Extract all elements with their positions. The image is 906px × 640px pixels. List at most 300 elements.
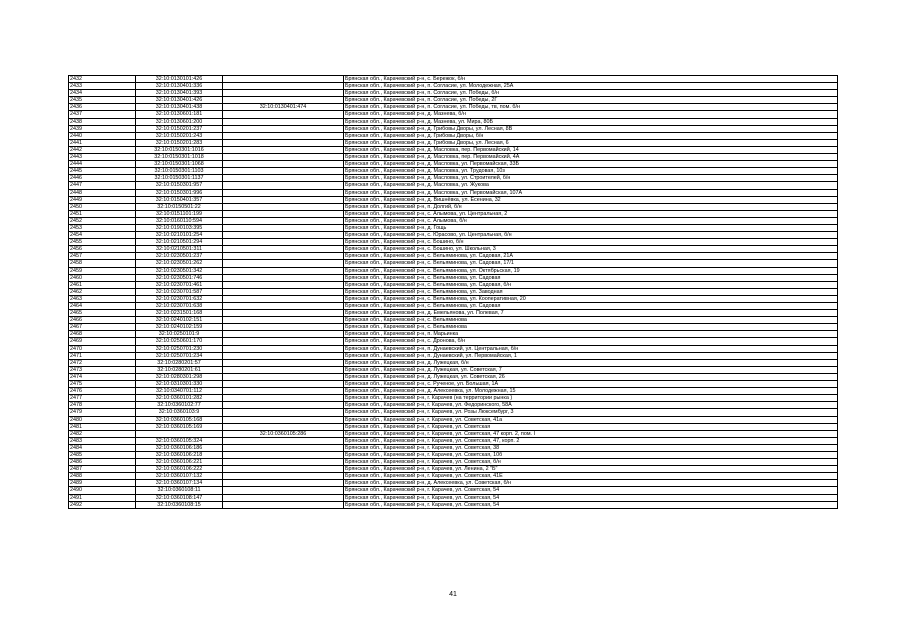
address-cell: Брянская обл., Карачевский р-н, г. Карачев, ул. Советская, 54 — [344, 487, 838, 494]
table-row — [69, 501, 838, 508]
row-number-cell: 2487 — [69, 466, 136, 473]
secondary-cadastral-cell — [223, 466, 344, 473]
address-cell: Брянская обл., Карачевский р-н, д. Грибовы Дворы, б/н — [344, 132, 838, 139]
cadastral-number-cell: 32:10:0360107:132 — [136, 473, 223, 480]
secondary-cadastral-cell — [223, 210, 344, 217]
cadastral-number-cell: 32:10:0210101:254 — [136, 232, 223, 239]
table-row — [69, 239, 838, 246]
address-cell: Брянская обл., Карачевский р-н, д. Лужецкая, б/н — [344, 359, 838, 366]
table-row — [69, 359, 838, 366]
table-row — [69, 274, 838, 281]
table-row — [69, 196, 838, 203]
table-row — [69, 324, 838, 331]
secondary-cadastral-cell — [223, 444, 344, 451]
row-number-cell: 2451 — [69, 210, 136, 217]
address-cell: Брянская обл., Карачевский р-н, п. Согласие, ул. Победы, б/н — [344, 90, 838, 97]
secondary-cadastral-cell — [223, 253, 344, 260]
secondary-cadastral-cell — [223, 303, 344, 310]
address-cell: Брянская обл., Карачевский р-н, с. Вельяминова, ул. Садовая, б/н — [344, 281, 838, 288]
table-row — [69, 217, 838, 224]
secondary-cadastral-cell — [223, 139, 344, 146]
cadastral-number-cell: 32:10:0230501:746 — [136, 274, 223, 281]
row-number-cell: 2490 — [69, 487, 136, 494]
secondary-cadastral-cell — [223, 260, 344, 267]
cadastral-number-cell: 32:10:0130401:336 — [136, 83, 223, 90]
table-row — [69, 388, 838, 395]
address-cell: Брянская обл., Карачевский р-н, с. Вельяминова, ул. Садовая, 17/1 — [344, 260, 838, 267]
table-row — [69, 444, 838, 451]
table-row — [69, 203, 838, 210]
address-cell: Брянская обл., Карачевский р-н, с. Вельяминова — [344, 317, 838, 324]
cadastral-number-cell: 32:10:0230701:461 — [136, 281, 223, 288]
address-cell: Брянская обл., Карачевский р-н, п. Дунаевский, ул. Первомайская, 1 — [344, 352, 838, 359]
row-number-cell: 2467 — [69, 324, 136, 331]
table-row — [69, 232, 838, 239]
secondary-cadastral-cell — [223, 146, 344, 153]
cadastral-number-cell: 32:10:0150301:1068 — [136, 161, 223, 168]
secondary-cadastral-cell — [223, 473, 344, 480]
address-cell: Брянская обл., Карачевский р-н, г. Карачев, ул. Советская, 41а — [344, 416, 838, 423]
row-number-cell: 2478 — [69, 402, 136, 409]
cadastral-number-cell: 32:10:0230501:342 — [136, 267, 223, 274]
secondary-cadastral-cell — [223, 381, 344, 388]
cadastral-number-cell: 32:10:0360108:15 — [136, 501, 223, 508]
table-row — [69, 267, 838, 274]
table-row — [69, 97, 838, 104]
secondary-cadastral-cell — [223, 175, 344, 182]
cadastral-number-cell: 32:10:0190103:395 — [136, 224, 223, 231]
address-cell: Брянская обл., Карачевский р-н, д. Мазнева, ул. Мира, 80Б — [344, 118, 838, 125]
row-number-cell: 2469 — [69, 338, 136, 345]
table-row — [69, 395, 838, 402]
row-number-cell: 2452 — [69, 217, 136, 224]
table-row — [69, 253, 838, 260]
address-cell: Брянская обл., Карачевский р-н, с. Вельяминова, ул. Садовая — [344, 274, 838, 281]
secondary-cadastral-cell — [223, 154, 344, 161]
address-cell: Брянская обл., Карачевский р-н, д. Гощь — [344, 224, 838, 231]
address-cell: Брянская обл., Карачевский р-н, д. Масловка, ул. Трудовая, 10з — [344, 168, 838, 175]
address-cell: Брянская обл., Карачевский р-н, г. Карачев, ул. Советская, 38 — [344, 444, 838, 451]
cadastral-number-cell: 32:10:0240102:151 — [136, 317, 223, 324]
cadastral-number-cell: 32:10:0150201:243 — [136, 132, 223, 139]
table-row — [69, 459, 838, 466]
address-cell: Брянская обл., Карачевский р-н, г. Карачев, ул. Советская, 10б — [344, 451, 838, 458]
secondary-cadastral-cell — [223, 459, 344, 466]
row-number-cell: 2443 — [69, 154, 136, 161]
address-cell: Брянская обл., Карачевский р-н, г. Карачев, ул. Советская, 54 — [344, 501, 838, 508]
row-number-cell: 2464 — [69, 303, 136, 310]
address-cell: Брянская обл., Карачевский р-н, г. Карачев (на территории рынка ) — [344, 395, 838, 402]
address-cell: Брянская обл., Карачевский р-н, д. Алексеевка, ул. Советская, б/н — [344, 480, 838, 487]
row-number-cell: 2440 — [69, 132, 136, 139]
row-number-cell: 2456 — [69, 246, 136, 253]
row-number-cell: 2445 — [69, 168, 136, 175]
table-row — [69, 83, 838, 90]
secondary-cadastral-cell — [223, 423, 344, 430]
secondary-cadastral-cell — [223, 317, 344, 324]
row-number-cell: 2439 — [69, 125, 136, 132]
cadastral-number-cell: 32:10:0130401:393 — [136, 90, 223, 97]
secondary-cadastral-cell — [223, 224, 344, 231]
row-number-cell: 2483 — [69, 437, 136, 444]
table-row — [69, 331, 838, 338]
row-number-cell: 2476 — [69, 388, 136, 395]
secondary-cadastral-cell — [223, 90, 344, 97]
cadastral-number-cell: 32:10:0230501:262 — [136, 260, 223, 267]
address-cell: Брянская обл., Карачевский р-н, д. Вишнёвка, ул. Есенина, 32 — [344, 196, 838, 203]
address-cell: Брянская обл., Карачевский р-н, г. Карачев, ул. Советская, 47, корп. 2 — [344, 437, 838, 444]
cadastral-number-cell: 32:10:0130401:438 — [136, 104, 223, 111]
secondary-cadastral-cell: 32:10:0130401:474 — [223, 104, 344, 111]
secondary-cadastral-cell — [223, 487, 344, 494]
address-cell: Брянская обл., Карачевский р-н, д. Лужецкая, ул. Советская, 26 — [344, 373, 838, 380]
row-number-cell: 2433 — [69, 83, 136, 90]
cadastral-number-cell: 32:10:0151101:199 — [136, 210, 223, 217]
address-cell: Брянская обл., Карачевский р-н, д. Мазнева, б/н — [344, 111, 838, 118]
address-cell: Брянская обл., Карачевский р-н, п. Долгий, б/н — [344, 203, 838, 210]
cadastral-number-cell: 32:10:0150301:1103 — [136, 168, 223, 175]
row-number-cell: 2473 — [69, 366, 136, 373]
secondary-cadastral-cell — [223, 388, 344, 395]
table-row — [69, 281, 838, 288]
secondary-cadastral-cell — [223, 324, 344, 331]
registry-table-body — [69, 76, 838, 509]
secondary-cadastral-cell — [223, 437, 344, 444]
cadastral-number-cell: 32:10:0360106:222 — [136, 466, 223, 473]
table-row — [69, 310, 838, 317]
address-cell: Брянская обл., Карачевский р-н, д. Алексеевка, ул. Молодежная, 15 — [344, 388, 838, 395]
address-cell: Брянская обл., Карачевский р-н, п. Согласие, ул. Победы, тв, пом. б/н — [344, 104, 838, 111]
table-row — [69, 111, 838, 118]
row-number-cell: 2474 — [69, 373, 136, 380]
secondary-cadastral-cell — [223, 366, 344, 373]
cadastral-number-cell: 32:10:0150301:957 — [136, 182, 223, 189]
cadastral-number-cell: 32:10:0130401:426 — [136, 97, 223, 104]
address-cell: Брянская обл., Карачевский р-н, с. Вельяминова, ул. Октябрьская, 19 — [344, 267, 838, 274]
secondary-cadastral-cell — [223, 359, 344, 366]
cadastral-number-cell: 32:10:0340701:112 — [136, 388, 223, 395]
row-number-cell: 2454 — [69, 232, 136, 239]
secondary-cadastral-cell — [223, 395, 344, 402]
table-row — [69, 146, 838, 153]
cadastral-number-cell: 32:10:0230501:237 — [136, 253, 223, 260]
table-row — [69, 246, 838, 253]
row-number-cell: 2481 — [69, 423, 136, 430]
secondary-cadastral-cell — [223, 168, 344, 175]
table-row — [69, 132, 838, 139]
cadastral-number-cell: 32:10:0150301:1016 — [136, 146, 223, 153]
address-cell: Брянская обл., Карачевский р-н, д. Масловка, пер. Первомайский, 14 — [344, 146, 838, 153]
address-cell: Брянская обл., Карачевский р-н, г. Карачев, ул. Советская — [344, 423, 838, 430]
address-cell: Брянская обл., Карачевский р-н, г. Карачев, ул. Федоринского, 58А — [344, 402, 838, 409]
secondary-cadastral-cell — [223, 501, 344, 508]
address-cell: Брянская обл., Карачевский р-н, г. Карачев, ул. Розы Люксембург, 3 — [344, 409, 838, 416]
row-number-cell: 2488 — [69, 473, 136, 480]
registry-table — [68, 75, 838, 509]
table-row — [69, 90, 838, 97]
row-number-cell: 2489 — [69, 480, 136, 487]
table-row — [69, 480, 838, 487]
cadastral-number-cell: 32:10:0360105:324 — [136, 437, 223, 444]
table-row — [69, 303, 838, 310]
cadastral-number-cell: 32:10:0210501:294 — [136, 239, 223, 246]
cadastral-number-cell: 32:10:0250601:170 — [136, 338, 223, 345]
cadastral-number-cell: 32:10:0360105:169 — [136, 423, 223, 430]
row-number-cell: 2432 — [69, 76, 136, 83]
address-cell: Брянская обл., Карачевский р-н, п. Согласие, ул. Молодежная, 25А — [344, 83, 838, 90]
secondary-cadastral-cell: 32:10:0360105:286 — [223, 430, 344, 437]
address-cell: Брянская обл., Карачевский р-н, с. Алымова, ул. Центральная, 2 — [344, 210, 838, 217]
address-cell: Брянская обл., Карачевский р-н, с. Вельяминова, ул. Садовая — [344, 303, 838, 310]
row-number-cell: 2472 — [69, 359, 136, 366]
table-row — [69, 373, 838, 380]
row-number-cell: 2441 — [69, 139, 136, 146]
secondary-cadastral-cell — [223, 97, 344, 104]
address-cell: Брянская обл., Карачевский р-н, с. Алымова, б/н — [344, 217, 838, 224]
row-number-cell: 2446 — [69, 175, 136, 182]
address-cell: Брянская обл., Карачевский р-н, г. Карачев, ул. Советская, 54 — [344, 494, 838, 501]
row-number-cell: 2482 — [69, 430, 136, 437]
table-row — [69, 295, 838, 302]
secondary-cadastral-cell — [223, 281, 344, 288]
row-number-cell: 2438 — [69, 118, 136, 125]
cadastral-number-cell: 32:10:0150301:1018 — [136, 154, 223, 161]
secondary-cadastral-cell — [223, 161, 344, 168]
table-row — [69, 224, 838, 231]
address-cell: Брянская обл., Карачевский р-н, г. Карачев, ул. Советская, 41Е — [344, 473, 838, 480]
cadastral-number-cell: 32:10:0360101:282 — [136, 395, 223, 402]
address-cell: Брянская обл., Карачевский р-н, с. Вельяминова — [344, 324, 838, 331]
secondary-cadastral-cell — [223, 416, 344, 423]
secondary-cadastral-cell — [223, 83, 344, 90]
row-number-cell: 2461 — [69, 281, 136, 288]
cadastral-number-cell: 32:10:0360106:221 — [136, 459, 223, 466]
address-cell: Брянская обл., Карачевский р-н, д. Масловка, ул. Первомайская, 107А — [344, 189, 838, 196]
table-row — [69, 402, 838, 409]
table-row — [69, 139, 838, 146]
secondary-cadastral-cell — [223, 338, 344, 345]
cadastral-number-cell: 32:10:0250101:9 — [136, 331, 223, 338]
row-number-cell: 2462 — [69, 288, 136, 295]
secondary-cadastral-cell — [223, 480, 344, 487]
secondary-cadastral-cell — [223, 402, 344, 409]
cadastral-number-cell: 32:10:0231501:168 — [136, 310, 223, 317]
address-cell: Брянская обл., Карачевский р-н, д. Масловка, пер. Первомайский, 4А — [344, 154, 838, 161]
cadastral-number-cell: 32:10:0360102:77 — [136, 402, 223, 409]
table-row — [69, 317, 838, 324]
cadastral-number-cell: 32:10:0150201:283 — [136, 139, 223, 146]
secondary-cadastral-cell — [223, 331, 344, 338]
cadastral-number-cell: 32:10:0360105:168 — [136, 416, 223, 423]
secondary-cadastral-cell — [223, 76, 344, 83]
table-row — [69, 154, 838, 161]
table-row — [69, 76, 838, 83]
address-cell: Брянская обл., Карачевский р-н, д. Грибовы Дворы, ул. Лесная, 8В — [344, 125, 838, 132]
cadastral-number-cell: 32:10:0210501:311 — [136, 246, 223, 253]
row-number-cell: 2468 — [69, 331, 136, 338]
address-cell: Брянская обл., Карачевский р-н, п. Марьинка — [344, 331, 838, 338]
cadastral-number-cell: 32:10:0150301:1137 — [136, 175, 223, 182]
secondary-cadastral-cell — [223, 203, 344, 210]
cadastral-number-cell: 32:10:0230701:587 — [136, 288, 223, 295]
row-number-cell: 2442 — [69, 146, 136, 153]
table-row — [69, 260, 838, 267]
address-cell: Брянская обл., Карачевский р-н, с. Бошино, б/н — [344, 239, 838, 246]
secondary-cadastral-cell — [223, 189, 344, 196]
table-row — [69, 466, 838, 473]
address-cell: Брянская обл., Карачевский р-н, п. Дунаевский, ул. Центральная, б/н — [344, 345, 838, 352]
cadastral-number-cell: 32:10:0130101:426 — [136, 76, 223, 83]
cadastral-number-cell: 32:10:0130601:181 — [136, 111, 223, 118]
row-number-cell: 2448 — [69, 189, 136, 196]
cadastral-number-cell: 32:10:0280201:57 — [136, 359, 223, 366]
row-number-cell: 2463 — [69, 295, 136, 302]
table-row — [69, 487, 838, 494]
cadastral-number-cell: 32:10:0150401:357 — [136, 196, 223, 203]
secondary-cadastral-cell — [223, 182, 344, 189]
cadastral-number-cell — [136, 430, 223, 437]
table-row — [69, 118, 838, 125]
cadastral-number-cell: 32:10:0280301:298 — [136, 373, 223, 380]
secondary-cadastral-cell — [223, 345, 344, 352]
table-row — [69, 473, 838, 480]
row-number-cell: 2447 — [69, 182, 136, 189]
secondary-cadastral-cell — [223, 217, 344, 224]
table-row — [69, 416, 838, 423]
row-number-cell: 2449 — [69, 196, 136, 203]
secondary-cadastral-cell — [223, 295, 344, 302]
cadastral-number-cell: 32:10:0360106:186 — [136, 444, 223, 451]
cadastral-number-cell: 32:10:0360107:134 — [136, 480, 223, 487]
secondary-cadastral-cell — [223, 132, 344, 139]
table-row — [69, 175, 838, 182]
address-cell: Брянская обл., Карачевский р-н, д. Масловка, ул. Строителей, б/н — [344, 175, 838, 182]
row-number-cell: 2466 — [69, 317, 136, 324]
cadastral-number-cell: 32:10:0130601:200 — [136, 118, 223, 125]
address-cell: Брянская обл., Карачевский р-н, с. Дронова, б/н — [344, 338, 838, 345]
cadastral-number-cell: 32:10:0230701:632 — [136, 295, 223, 302]
row-number-cell: 2484 — [69, 444, 136, 451]
table-row — [69, 345, 838, 352]
row-number-cell: 2455 — [69, 239, 136, 246]
cadastral-number-cell: 32:10:0360106:218 — [136, 451, 223, 458]
secondary-cadastral-cell — [223, 125, 344, 132]
table-row — [69, 381, 838, 388]
row-number-cell: 2460 — [69, 274, 136, 281]
cadastral-number-cell: 32:10:0250701:230 — [136, 345, 223, 352]
row-number-cell: 2471 — [69, 352, 136, 359]
address-cell: Брянская обл., Карачевский р-н, п. Согласие, ул. Победы, 2Г — [344, 97, 838, 104]
row-number-cell: 2453 — [69, 224, 136, 231]
row-number-cell: 2435 — [69, 97, 136, 104]
secondary-cadastral-cell — [223, 352, 344, 359]
address-cell: Брянская обл., Карачевский р-н, д. Лужецкая, ул. Советская, 7 — [344, 366, 838, 373]
secondary-cadastral-cell — [223, 274, 344, 281]
row-number-cell: 2477 — [69, 395, 136, 402]
row-number-cell: 2450 — [69, 203, 136, 210]
table-row — [69, 366, 838, 373]
secondary-cadastral-cell — [223, 373, 344, 380]
row-number-cell: 2434 — [69, 90, 136, 97]
address-cell: Брянская обл., Карачевский р-н, с. Юрасово, ул. Центральная, б/н — [344, 232, 838, 239]
table-row — [69, 182, 838, 189]
address-cell: Брянская обл., Карачевский р-н, д. Масловка, ул. Первомайская, 33Б — [344, 161, 838, 168]
secondary-cadastral-cell — [223, 494, 344, 501]
address-cell: Брянская обл., Карачевский р-н, с. Вельяминова, ул. Заводная — [344, 288, 838, 295]
secondary-cadastral-cell — [223, 196, 344, 203]
row-number-cell: 2479 — [69, 409, 136, 416]
row-number-cell: 2486 — [69, 459, 136, 466]
table-row — [69, 494, 838, 501]
page-number: 41 — [449, 591, 457, 598]
address-cell: Брянская обл., Карачевский р-н, д. Грибовы Дворы, ул. Лесная, 6 — [344, 139, 838, 146]
address-cell: Брянская обл., Карачевский р-н, с. Бошино, ул. Школьная, 3 — [344, 246, 838, 253]
table-row — [69, 352, 838, 359]
secondary-cadastral-cell — [223, 111, 344, 118]
secondary-cadastral-cell — [223, 409, 344, 416]
row-number-cell: 2437 — [69, 111, 136, 118]
address-cell: Брянская обл., Карачевский р-н, с. Рученое, ул. Большая, 1А — [344, 381, 838, 388]
row-number-cell: 2491 — [69, 494, 136, 501]
cadastral-number-cell: 32:10:0150501:22 — [136, 203, 223, 210]
row-number-cell: 2470 — [69, 345, 136, 352]
table-row — [69, 210, 838, 217]
cadastral-number-cell: 32:10:0360108:11 — [136, 487, 223, 494]
address-cell: Брянская обл., Карачевский р-н, с. Вельяминова, ул. Садовая, 21А — [344, 253, 838, 260]
address-cell: Брянская обл., Карачевский р-н, г. Карачев, ул. Ленина, 2 "Б" — [344, 466, 838, 473]
cadastral-number-cell: 32:10:0230701:638 — [136, 303, 223, 310]
row-number-cell: 2436 — [69, 104, 136, 111]
cadastral-number-cell: 32:10:0250701:234 — [136, 352, 223, 359]
table-row — [69, 451, 838, 458]
address-cell: Брянская обл., Карачевский р-н, г. Карачев, ул. Советская, 47 корп. 2, пом. I — [344, 430, 838, 437]
cadastral-number-cell: 32:10:0240102:159 — [136, 324, 223, 331]
table-row — [69, 161, 838, 168]
address-cell: Брянская обл., Карачевский р-н, г. Карачев, ул. Советская, б/н — [344, 459, 838, 466]
cadastral-number-cell: 32:10:0310301:330 — [136, 381, 223, 388]
secondary-cadastral-cell — [223, 288, 344, 295]
table-row — [69, 409, 838, 416]
row-number-cell: 2444 — [69, 161, 136, 168]
table-row — [69, 104, 838, 111]
address-cell: Брянская обл., Карачевский р-н, д. Емельянова, ул. Полевая, 7 — [344, 310, 838, 317]
address-cell: Брянская обл., Карачевский р-н, с. Вельяминова, ул. Кооперативная, 20 — [344, 295, 838, 302]
cadastral-number-cell: 32:10:0150301:996 — [136, 189, 223, 196]
table-row — [69, 423, 838, 430]
cadastral-number-cell: 32:10:0280201:61 — [136, 366, 223, 373]
row-number-cell: 2457 — [69, 253, 136, 260]
address-cell: Брянская обл., Карачевский р-н, с. Бережок, б/н — [344, 76, 838, 83]
address-cell: Брянская обл., Карачевский р-н, д. Масловка, ул. Жукова — [344, 182, 838, 189]
secondary-cadastral-cell — [223, 232, 344, 239]
row-number-cell: 2475 — [69, 381, 136, 388]
cadastral-number-cell: 32:10:0360103:9 — [136, 409, 223, 416]
table-row — [69, 437, 838, 444]
row-number-cell: 2459 — [69, 267, 136, 274]
row-number-cell: 2485 — [69, 451, 136, 458]
secondary-cadastral-cell — [223, 267, 344, 274]
secondary-cadastral-cell — [223, 451, 344, 458]
secondary-cadastral-cell — [223, 310, 344, 317]
secondary-cadastral-cell — [223, 118, 344, 125]
secondary-cadastral-cell — [223, 239, 344, 246]
cadastral-number-cell: 32:10:0360108:147 — [136, 494, 223, 501]
secondary-cadastral-cell — [223, 246, 344, 253]
table-row — [69, 125, 838, 132]
table-row — [69, 189, 838, 196]
cadastral-number-cell: 32:10:0150201:237 — [136, 125, 223, 132]
row-number-cell: 2458 — [69, 260, 136, 267]
